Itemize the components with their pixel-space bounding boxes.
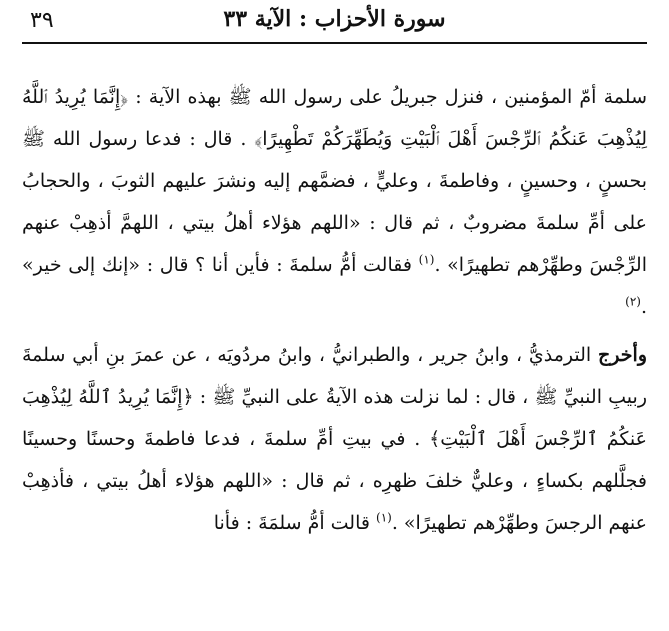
- running-title: سورة الأحزاب : الآية ٣٣: [223, 6, 446, 32]
- header-rule: [22, 42, 647, 44]
- paragraph-text-continued: قالت أمُّ سلمَةَ : فأنا: [213, 512, 377, 534]
- page-number: ٣٩: [30, 8, 54, 33]
- paragraph: [22, 76, 647, 328]
- footnote-marker: (٢): [625, 294, 641, 309]
- paragraph-text: الترمذيُّ ، وابنُ جرير ، والطبرانيُّ ، وابنُ مردُويَه ، عن عمرَ بنِ أبي سلمةَ ربيبِ النبيِّ ﷺ ، قال : لما نزلت هذه الآيةُ على النبيِّ ﷺ : ﴿إِنَّمَا يُرِيدُ ٱللَّهُ لِيُذْهِبَ عَنكُمُ ٱلرِّجْسَ أَهْلَ ٱلْبَيْتِ﴾ . في بيتِ أمِّ سلمةَ ، فدعا فاطمةَ وحسنًا وحسينًا فجلَّلهم بكساءٍ ، وعليٌّ خلفَ ظهرِه ، ثم قال : «اللهم هؤلاء أهلُ بيتي ، فأذهِبْ عنهم الرجسَ وطهِّرْهم تطهيرًا» .: [22, 344, 647, 534]
- body-text: [22, 76, 647, 544]
- page-header: [18, 2, 651, 42]
- paragraph-text: سلمة أمّ المؤمنين ، فنزل جبريلُ على رسول الله ﷺ بهذه الآية : ﴿إِنَّمَا يُرِيدُ ٱللَّهُ لِيُذْهِبَ عَنكُمُ ٱلرِّجْسَ أَهْلَ ٱلْبَيْتِ وَيُطَهِّرَكُمْ تَطْهِيرًا﴾ . قال : فدعا رسول الله ﷺ بحسنٍ ، وحسينٍ ، وفاطمةَ ، وعليٍّ ، فضمَّهم إليه ونشرَ عليهم الثوبَ ، والحجابُ على أمِّ سلمةَ مضروبٌ ، ثم قال : «اللهم هؤلاء أهلُ بيتي ، اللهمَّ أذهِبْ عنهم الرِّجْسَ وطهِّرْهم تطهيرًا» .: [22, 86, 647, 276]
- footnote-marker: (١): [418, 252, 435, 267]
- paragraph: [22, 334, 647, 544]
- footnote-marker: (١): [376, 510, 392, 525]
- paragraph-lead: وأخرج: [598, 344, 647, 366]
- paragraph-text-continued: فقالت أمُّ سلمةَ : فأين أنا ؟ قال : «إنك إلى خير» .: [22, 254, 647, 318]
